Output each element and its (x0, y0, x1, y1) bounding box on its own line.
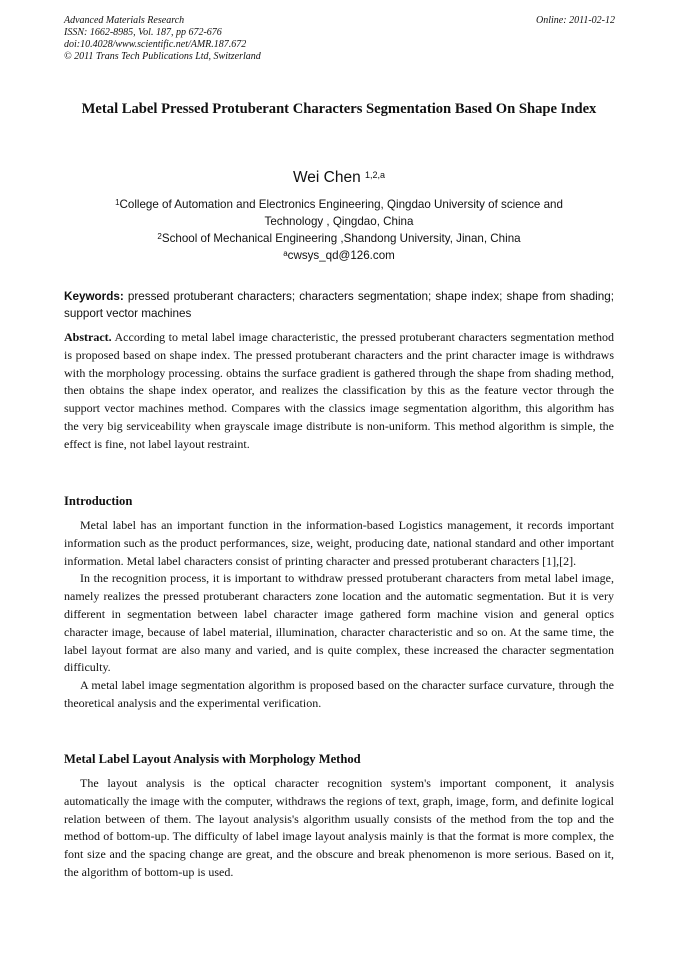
affiliation-1-line-1: College of Automation and Electronics Engineering, Qingdao University of science and (119, 198, 563, 211)
author-affiliation-marks: 1,2,a (365, 170, 386, 180)
layout-analysis-body (64, 775, 614, 882)
issn-line: ISSN: 1662-8985, Vol. 187, pp 672-676 (64, 27, 222, 38)
email-mark: a (283, 249, 288, 258)
author-line (64, 168, 614, 188)
journal-header (64, 15, 615, 63)
paper-title: Metal Label Pressed Protuberant Characters Segmentation Based On Shape Index (81, 101, 597, 117)
abstract (64, 329, 614, 454)
affiliation-1-line-2: Technology , Qingdao, China (264, 215, 414, 228)
copyright-line: © 2011 Trans Tech Publications Ltd, Switzerland (64, 51, 261, 62)
online-date: Online: 2011-02-12 (536, 15, 615, 26)
keywords-label: Keywords: (64, 290, 124, 303)
abstract-text: According to metal label image characteristic, the pressed protuberant characters segmentation method is proposed based on shape index. The pressed protuberant characters and the print character image is withdraws with the morphology processing. obtains the surface gradient is gathered through the shape from shading method, then obtains the shape index operator, and realizes the classification by this as the feature vector through the support vector machines method. Compares with the classics image segmentation algorithm, this algorithm has the very big serviceability when grayscale image distribute is non-uniform. This method algorithm is simple, the effect is fine, not label layout restraint. (64, 330, 614, 451)
journal-name: Advanced Materials Research (64, 15, 185, 26)
keywords (64, 288, 614, 322)
layout-analysis-heading: Metal Label Layout Analysis with Morphology Method (64, 752, 361, 766)
affiliations (64, 196, 614, 264)
intro-paragraph-1: Metal label has an important function in the information-based Logistics management, it records important information such as the product performances, size, weight, producing date, national standard and other important information. Metal label characters consist of printing character and pressed protuberant characters [1],[2]. (64, 518, 614, 568)
email-address[interactable]: cwsys_qd@126.com (287, 249, 395, 262)
affiliation-2-text: School of Mechanical Engineering ,Shandong University, Jinan, China (161, 232, 521, 245)
intro-paragraph-2: In the recognition process, it is important to withdraw pressed protuberant characters from metal label image, namely realizes the pressed protuberant characters zone location and the automatic segmentation. But it is very different in segmentation between label character image gathered form machine vision and general optics character image, because of label material, illumination, character characteristic and so on. At the same time, the label layout format are also many and varied, and is quite complex, these increased the character segmentation difficulty. (64, 571, 614, 675)
keywords-text: pressed protuberant characters; characters segmentation; shape index; shape from shading; support vector machines (64, 290, 615, 320)
abstract-label: Abstract. (64, 330, 112, 344)
affiliation-2 (64, 230, 614, 247)
author-email (64, 247, 614, 264)
affiliation-1-mark: 1 (115, 198, 120, 207)
author-name: Wei Chen (292, 169, 361, 186)
introduction-body (64, 517, 614, 713)
affiliation-1 (64, 196, 614, 213)
affiliation-2-mark: 2 (157, 232, 162, 241)
doi-line[interactable]: doi:10.4028/www.scientific.net/AMR.187.672 (64, 39, 247, 50)
introduction-heading: Introduction (64, 494, 133, 508)
layout-paragraph-1: The layout analysis is the optical character recognition system's important component, it analysis automatically the image with the computer, withdraws the regions of text, graph, image, form, and definite logical relation between of them. The layout analysis's algorithm usually consists of the method from the top and the method of bottom-up. The difficulty of label image layout analysis mainly is that the format is more complex, the font size and the spacing change are great, and the obscure and break phenomenon is more serious. Based on it, the algorithm of bottom-up is used. (64, 776, 614, 879)
intro-paragraph-3: A metal label image segmentation algorithm is proposed based on the character surface curvature, through the theoretical analysis and the experimental verification. (64, 678, 614, 710)
